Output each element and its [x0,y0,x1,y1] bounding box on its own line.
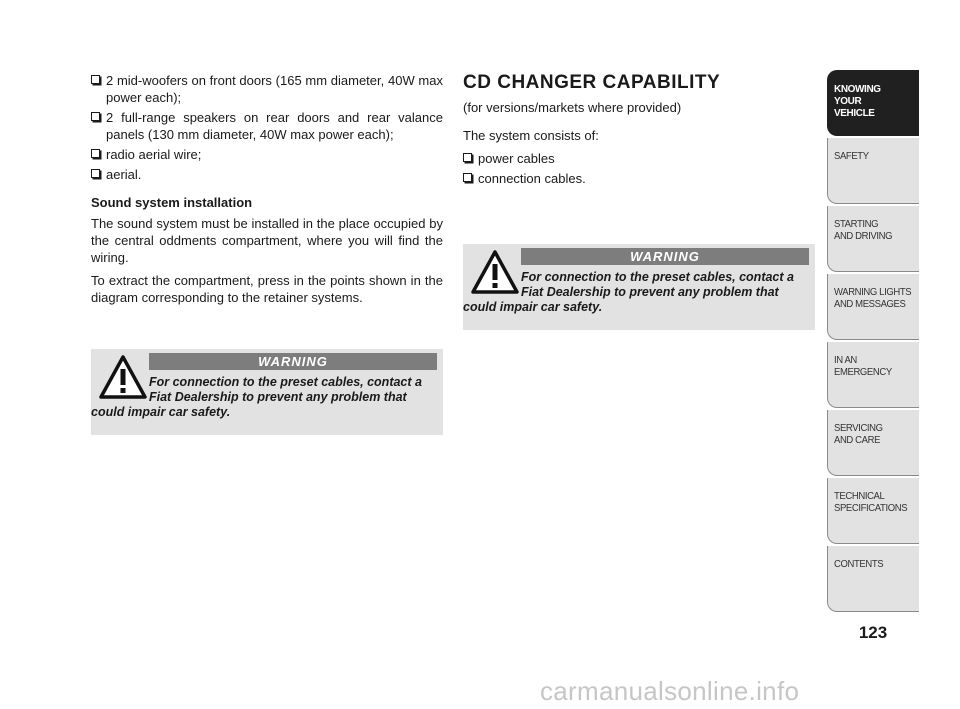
tab-warning-lights[interactable]: WARNING LIGHTS AND MESSAGES [827,274,919,340]
checkbox-bullet-icon [91,149,100,158]
warning-box [463,244,815,330]
tab-safety[interactable]: SAFETY [827,138,919,204]
availability-note: (for versions/markets where provided) [463,100,682,115]
warning-text: For connection to the preset cables, contact a Fiat Dealership to prevent any problem that could impair car safety. [91,375,422,419]
list-item: radio aerial wire; [91,146,443,163]
left-column [91,72,443,312]
warning-label: WARNING [149,353,437,370]
tab-starting-and-driving[interactable]: STARTING AND DRIVING [827,206,919,272]
tab-technical-specifications[interactable]: TECHNICAL SPECIFICATIONS [827,478,919,544]
checkbox-bullet-icon [91,169,100,178]
chapter-tabs [827,70,919,614]
checkbox-bullet-icon [91,75,100,84]
body-paragraph: To extract the compartment, press in the points shown in the diagram corresponding to the retainer systems. [91,273,443,305]
warning-box [91,349,443,435]
warning-label: WARNING [521,248,809,265]
body-paragraph: The sound system must be installed in the place occupied by the central oddments compartment, where you will find the wiring. [91,216,443,265]
list-item: 2 full-range speakers on rear doors and rear valance panels (130 mm diameter, 40W max power each); [91,109,443,143]
list-item: power cables [463,150,815,167]
list-item: connection cables. [463,170,815,187]
checkbox-bullet-icon [463,153,472,162]
section-subheading: Sound system installation [91,195,253,210]
tab-in-an-emergency[interactable]: IN AN EMERGENCY [827,342,919,408]
list-item: 2 mid-woofers on front doors (165 mm diameter, 40W max power each); [91,72,443,106]
right-column [463,72,815,190]
tab-contents[interactable]: CONTENTS [827,546,919,612]
list-item: aerial. [91,166,443,183]
intro-text: The system consists of: [463,128,599,143]
tab-knowing-your-vehicle[interactable]: KNOWING YOUR VEHICLE [827,70,919,136]
page-number: 123 [858,623,888,642]
section-title: CD CHANGER CAPABILITY [463,72,721,93]
checkbox-bullet-icon [463,173,472,182]
watermark: carmanualsonline.info [540,676,800,706]
checkbox-bullet-icon [91,112,100,121]
warning-text: For connection to the preset cables, contact a Fiat Dealership to prevent any problem that could impair car safety. [463,270,794,314]
component-list [463,150,815,187]
speaker-list [91,72,443,183]
tab-servicing-and-care[interactable]: SERVICING AND CARE [827,410,919,476]
